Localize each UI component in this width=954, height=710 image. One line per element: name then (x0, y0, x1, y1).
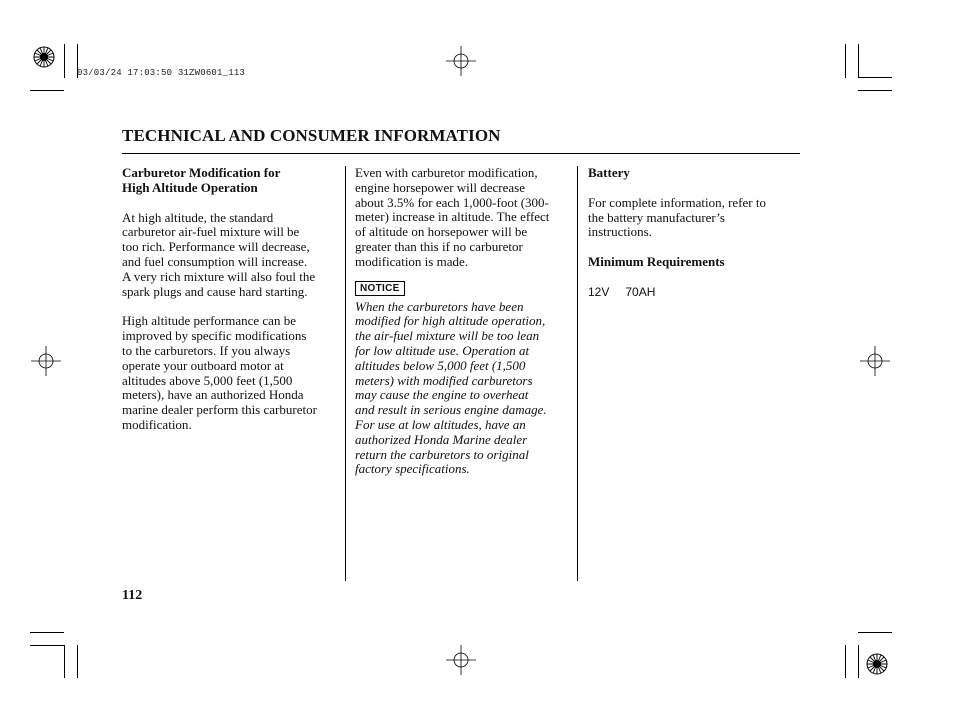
column-carburetor-modification (122, 166, 336, 448)
registration-starburst-icon (33, 46, 55, 68)
section-title: TECHNICAL AND CONSUMER INFORMATION (122, 126, 501, 145)
minimum-requirements-heading: Minimum Requirements (588, 254, 725, 270)
notice-text (355, 300, 569, 478)
crop-mark (77, 645, 78, 678)
performance-paragraph (122, 314, 336, 432)
text-line: authorized Honda Marine dealer (355, 431, 528, 447)
text-line: Even with carburetor modification, (355, 165, 538, 180)
text-line: When the carburetors have been (355, 298, 524, 314)
text-line: altitudes above 5,000 feet (1,500 (122, 372, 293, 388)
registration-crosshair-icon (31, 346, 61, 376)
crop-mark (64, 645, 65, 678)
text-line: meters) with modified carburetors (355, 372, 533, 388)
heading-line: Carburetor Modification for (122, 165, 281, 180)
spec-capacity: 70AH (625, 284, 656, 299)
crop-mark (30, 645, 64, 646)
text-line: modified for high altitude operation, (355, 313, 546, 329)
text-line: may cause the engine to overheat (355, 387, 529, 403)
crop-mark (30, 90, 64, 91)
text-line: to the carburetors. If you always (122, 342, 291, 358)
page-number: 112 (122, 588, 143, 603)
text-line: operate your outboard motor at (122, 357, 284, 373)
text-line: modification. (122, 416, 192, 432)
text-line: High altitude performance can be (122, 313, 296, 329)
registration-crosshair-icon (446, 46, 476, 76)
crop-mark (845, 645, 846, 678)
text-line: for low altitude use. Operation at (355, 342, 530, 358)
crop-mark (858, 645, 859, 678)
crop-mark (858, 90, 892, 91)
text-line: too rich. Performance will decrease, (122, 239, 310, 255)
text-line: engine horsepower will decrease (355, 179, 526, 195)
crop-mark (30, 632, 64, 633)
crop-mark (858, 77, 892, 78)
horsepower-paragraph (355, 166, 569, 270)
altitude-paragraph (122, 211, 336, 300)
text-line: greater than this if no carburetor (355, 238, 523, 254)
battery-paragraph (588, 196, 802, 240)
text-line: carburetor air-fuel mixture will be (122, 224, 300, 240)
text-line: of altitude on horsepower will be (355, 224, 528, 240)
text-line: For complete information, refer to (588, 194, 766, 210)
text-line: return the carburetors to original (355, 446, 529, 462)
notice-badge: NOTICE (355, 281, 405, 296)
crop-mark (858, 632, 892, 633)
crop-mark (64, 44, 65, 78)
text-line: and fuel consumption will increase. (122, 253, 308, 269)
crop-mark (858, 44, 859, 78)
registration-crosshair-icon (860, 346, 890, 376)
column-divider (345, 166, 346, 581)
text-line: marine dealer perform this carburetor (122, 402, 317, 418)
text-line: meters), have an authorized Honda (122, 387, 304, 403)
column-battery (588, 166, 802, 300)
registration-crosshair-icon (446, 645, 476, 675)
crop-mark (845, 44, 846, 78)
column-horsepower-notice (355, 166, 569, 477)
text-line: At high altitude, the standard (122, 209, 274, 225)
heading-line: High Altitude Operation (122, 179, 258, 195)
column-divider (577, 166, 578, 581)
text-line: improved by specific modifications (122, 328, 307, 344)
spec-voltage: 12V (588, 284, 610, 299)
text-line: altitudes below 5,000 feet (1,500 (355, 357, 526, 373)
text-line: spark plugs and cause hard starting. (122, 283, 308, 299)
print-slug: 03/03/24 17:03:50 31ZW0601_113 (77, 68, 246, 78)
registration-starburst-icon (866, 653, 888, 675)
header-rule (122, 153, 800, 154)
text-line: and result in serious engine damage. (355, 402, 547, 418)
battery-heading: Battery (588, 165, 630, 180)
battery-spec (588, 285, 802, 300)
text-line: the battery manufacturer’s (588, 209, 725, 225)
text-line: about 3.5% for each 1,000-foot (300- (355, 194, 549, 210)
text-line: modification is made. (355, 253, 469, 269)
text-line: the air-fuel mixture will be too lean (355, 328, 540, 344)
text-line: A very rich mixture will also foul the (122, 268, 316, 284)
text-line: For use at low altitudes, have an (355, 416, 526, 432)
carburetor-heading (122, 166, 336, 196)
text-line: factory specifications. (355, 461, 470, 477)
text-line: meter) increase in altitude. The effect (355, 209, 550, 225)
text-line: instructions. (588, 224, 652, 240)
